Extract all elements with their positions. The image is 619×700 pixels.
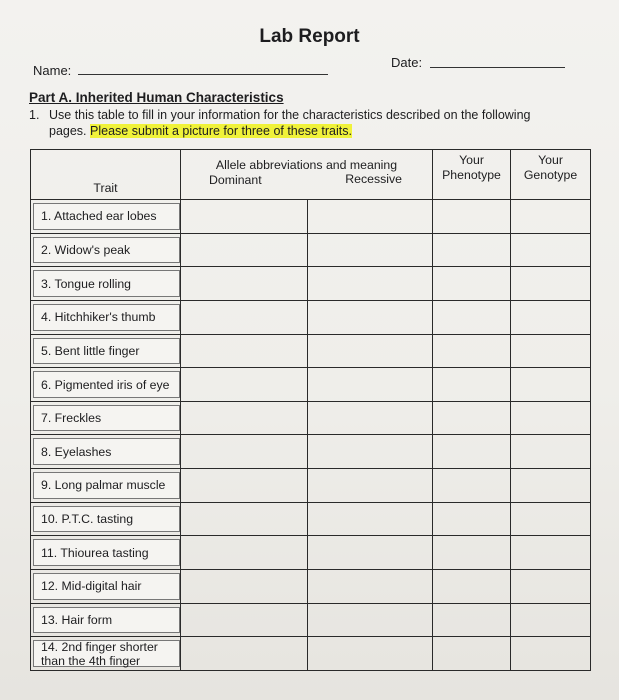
trait-cell <box>31 334 181 368</box>
table-header-row <box>31 150 591 200</box>
genotype-header-line1: Your <box>538 153 563 167</box>
trait-label-box <box>33 472 180 499</box>
phenotype-cell[interactable] <box>433 435 511 469</box>
dominant-cell[interactable] <box>181 368 308 402</box>
recessive-cell[interactable] <box>308 637 433 671</box>
phenotype-cell[interactable] <box>433 469 511 503</box>
recessive-cell[interactable] <box>308 368 433 402</box>
trait-label-box <box>33 371 180 398</box>
recessive-cell[interactable] <box>308 469 433 503</box>
table-row <box>31 603 591 637</box>
trait-cell <box>31 200 181 234</box>
recessive-cell[interactable] <box>308 536 433 570</box>
recessive-cell[interactable] <box>308 300 433 334</box>
traits-table <box>30 149 590 671</box>
table-row <box>31 233 591 267</box>
trait-label-box <box>33 405 180 432</box>
trait-label: 5. Bent little finger <box>41 343 140 358</box>
name-field[interactable] <box>78 74 328 75</box>
instruction-plain: Use this table to fill in your information for the characteristics described on the following <box>49 108 531 122</box>
instruction-highlight: Please submit a picture for three of these traits. <box>90 124 352 138</box>
phenotype-header-line1: Your <box>459 153 484 167</box>
table-row <box>31 401 591 435</box>
instruction-cont: pages. <box>49 124 87 138</box>
table-row <box>31 502 591 536</box>
genotype-cell[interactable] <box>511 200 591 234</box>
recessive-cell[interactable] <box>308 570 433 604</box>
instruction-number: 1. <box>29 108 40 122</box>
genotype-cell[interactable] <box>511 637 591 671</box>
table-row <box>31 267 591 301</box>
phenotype-cell[interactable] <box>433 233 511 267</box>
phenotype-cell[interactable] <box>433 637 511 671</box>
phenotype-cell[interactable] <box>433 603 511 637</box>
trait-cell <box>31 469 181 503</box>
trait-cell <box>31 267 181 301</box>
trait-label: 13. Hair form <box>41 613 113 627</box>
phenotype-cell[interactable] <box>433 334 511 368</box>
dominant-cell[interactable] <box>181 536 308 570</box>
dominant-cell[interactable] <box>181 233 308 267</box>
phenotype-header-line2: Phenotype <box>442 168 501 182</box>
genotype-cell[interactable] <box>511 300 591 334</box>
recessive-cell[interactable] <box>308 435 433 469</box>
phenotype-cell[interactable] <box>433 502 511 536</box>
recessive-cell[interactable] <box>308 502 433 536</box>
trait-cell <box>31 603 181 637</box>
recessive-cell[interactable] <box>308 401 433 435</box>
instruction-text <box>29 107 589 139</box>
trait-label: 12. Mid-digital hair <box>41 579 142 594</box>
trait-label-box <box>33 539 180 566</box>
trait-label: 11. Thiourea tasting <box>41 545 149 560</box>
trait-label: 6. Pigmented iris of eye <box>41 377 170 392</box>
allele-column-header <box>181 150 433 200</box>
genotype-cell[interactable] <box>511 570 591 604</box>
dominant-cell[interactable] <box>181 200 308 234</box>
trait-label: 10. P.T.C. tasting <box>41 512 134 527</box>
genotype-cell[interactable] <box>511 469 591 503</box>
trait-label-box <box>33 338 180 365</box>
section-title: Part A. Inherited Human Characteristics <box>29 90 284 105</box>
trait-cell <box>31 300 181 334</box>
trait-label: 9. Long palmar muscle <box>41 478 166 493</box>
trait-label-box <box>33 270 180 297</box>
genotype-cell[interactable] <box>511 233 591 267</box>
table-row <box>31 469 591 503</box>
genotype-cell[interactable] <box>511 334 591 368</box>
dominant-cell[interactable] <box>181 637 308 671</box>
trait-cell <box>31 435 181 469</box>
genotype-cell[interactable] <box>511 536 591 570</box>
dominant-cell[interactable] <box>181 435 308 469</box>
dominant-cell[interactable] <box>181 570 308 604</box>
trait-label: 1. Attached ear lobes <box>41 209 157 224</box>
table-row <box>31 536 591 570</box>
genotype-cell[interactable] <box>511 368 591 402</box>
table-row <box>31 570 591 604</box>
trait-label: 4. Hitchhiker's thumb <box>41 310 156 325</box>
trait-label-box <box>33 607 180 634</box>
phenotype-cell[interactable] <box>433 300 511 334</box>
trait-cell <box>31 637 181 671</box>
date-label: Date: <box>391 55 423 70</box>
dominant-cell[interactable] <box>181 334 308 368</box>
trait-cell <box>31 401 181 435</box>
trait-label-box <box>33 506 180 533</box>
dominant-cell[interactable] <box>181 603 308 637</box>
trait-label: 3. Tongue rolling <box>41 276 132 291</box>
phenotype-cell[interactable] <box>433 200 511 234</box>
trait-label-box <box>33 573 180 600</box>
table-row <box>31 200 591 234</box>
dominant-cell[interactable] <box>181 401 308 435</box>
name-label: Name: <box>33 63 72 78</box>
recessive-header: Recessive <box>345 172 402 186</box>
dominant-cell[interactable] <box>181 469 308 503</box>
recessive-cell[interactable] <box>308 334 433 368</box>
trait-label: 2. Widow's peak <box>41 242 131 257</box>
trait-label-box <box>33 304 180 331</box>
trait-cell <box>31 502 181 536</box>
trait-label-box <box>33 438 180 465</box>
trait-cell <box>31 368 181 402</box>
table-row <box>31 368 591 402</box>
trait-cell <box>31 536 181 570</box>
phenotype-cell[interactable] <box>433 368 511 402</box>
genotype-cell[interactable] <box>511 267 591 301</box>
allele-header-label: Allele abbreviations and meaning <box>215 158 398 172</box>
phenotype-cell[interactable] <box>433 536 511 570</box>
recessive-cell[interactable] <box>308 603 433 637</box>
genotype-cell[interactable] <box>511 401 591 435</box>
table-row <box>31 637 591 671</box>
phenotype-cell[interactable] <box>433 570 511 604</box>
trait-column-header: Trait <box>31 150 181 200</box>
dominant-cell[interactable] <box>181 300 308 334</box>
dominant-header: Dominant <box>209 173 262 187</box>
trait-label-box <box>33 640 180 667</box>
genotype-cell[interactable] <box>511 502 591 536</box>
phenotype-cell[interactable] <box>433 267 511 301</box>
page-title: Lab Report <box>259 26 360 47</box>
table-row <box>31 300 591 334</box>
date-field[interactable] <box>430 67 565 68</box>
trait-label-box <box>33 203 180 230</box>
table-row <box>31 334 591 368</box>
genotype-column-header <box>511 150 591 200</box>
trait-label: 7. Freckles <box>41 411 102 426</box>
dominant-cell[interactable] <box>181 267 308 301</box>
trait-label: 14. 2nd finger shorter than the 4th finger <box>41 639 158 668</box>
trait-label: 8. Eyelashes <box>41 444 112 459</box>
genotype-cell[interactable] <box>511 603 591 637</box>
trait-label-box <box>33 237 180 264</box>
genotype-cell[interactable] <box>511 435 591 469</box>
table-row <box>31 435 591 469</box>
trait-cell <box>31 570 181 604</box>
recessive-cell[interactable] <box>308 267 433 301</box>
genotype-header-line2: Genotype <box>523 168 578 182</box>
trait-cell <box>31 233 181 267</box>
recessive-cell[interactable] <box>308 200 433 234</box>
phenotype-cell[interactable] <box>433 401 511 435</box>
dominant-cell[interactable] <box>181 502 308 536</box>
phenotype-column-header <box>433 150 511 200</box>
recessive-cell[interactable] <box>308 233 433 267</box>
